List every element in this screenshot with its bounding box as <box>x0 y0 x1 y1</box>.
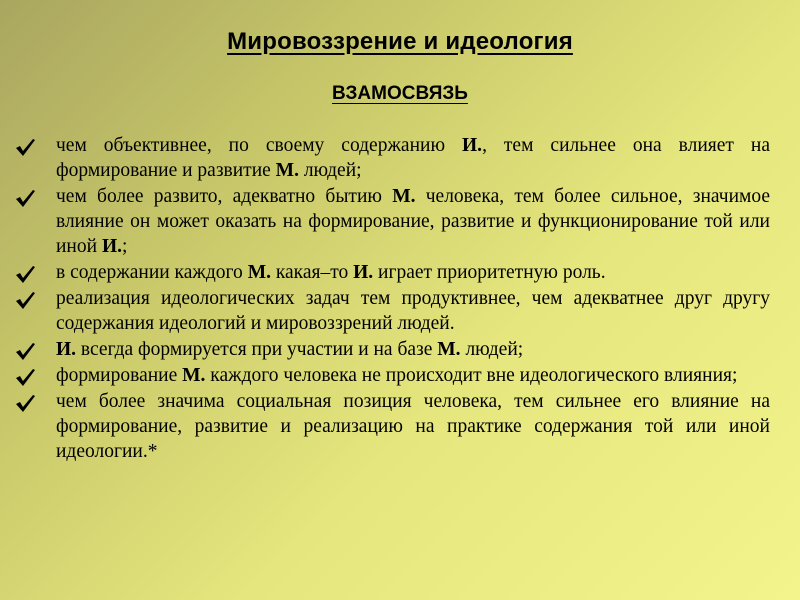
bullet-list <box>14 133 770 465</box>
checkmark-icon <box>14 341 36 361</box>
checkmark-icon <box>14 264 36 284</box>
list-item <box>14 337 770 362</box>
checkmark-icon <box>14 137 36 157</box>
list-item <box>14 389 770 464</box>
bullet-text: реализация идеологических задач тем продуктивнее, чем адекватнее друг другу содержания идеологий и мировоззрений людей. <box>56 288 770 334</box>
bullet-text: чем более значима социальная позиция человека, тем сильнее его влияние на формирование, развитие и реализацию на практике содержания той или иной идеологии.* <box>56 391 770 462</box>
checkmark-icon <box>14 393 36 413</box>
list-item <box>14 184 770 259</box>
list-item <box>14 363 770 388</box>
bullet-text: формирование М. каждого человека не происходит вне идеологического влияния; <box>56 365 738 386</box>
bullet-text: И. всегда формируется при участии и на базе М. людей; <box>56 339 524 360</box>
checkmark-icon <box>14 367 36 387</box>
bullet-text: чем более развито, адекватно бытию М. человека, тем более сильное, значимое влияние он может оказать на формирование, развитие и функционирование той или иной И.; <box>56 186 770 257</box>
page-subtitle: ВЗАМОСВЯЗЬ <box>332 83 468 104</box>
list-item <box>14 286 770 336</box>
bullet-text: в содержании каждого М. какая–то И. играет приоритетную роль. <box>56 262 606 283</box>
list-item <box>14 133 770 183</box>
page-title: Мировоззрение и идеология <box>227 28 573 55</box>
checkmark-icon <box>14 188 36 208</box>
bullet-text: чем объективнее, по своему содержанию И., тем сильнее она влияет на формирование и развитие М. людей; <box>56 135 770 181</box>
checkmark-icon <box>14 290 36 310</box>
list-item <box>14 260 770 285</box>
